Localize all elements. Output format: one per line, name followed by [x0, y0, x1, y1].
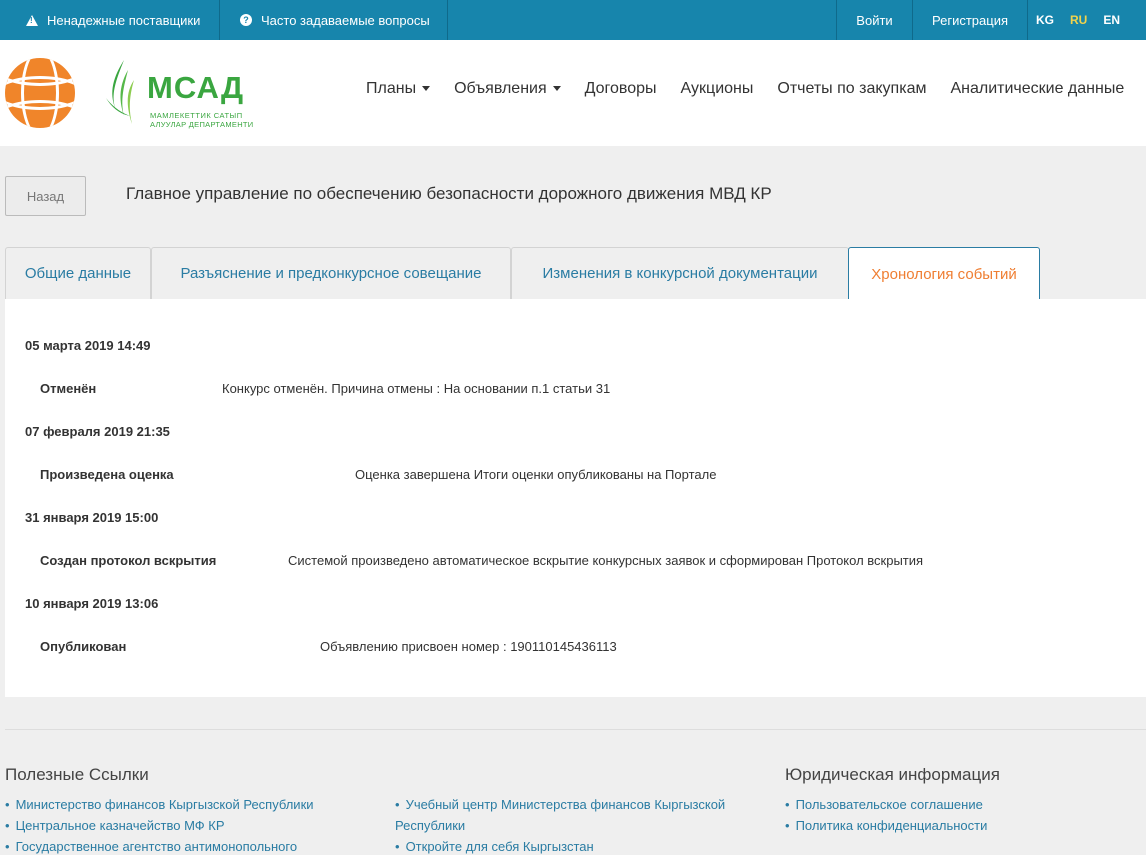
nav-analytics[interactable]: Аналитические данные — [950, 80, 1125, 97]
event-status: Отменён — [40, 381, 97, 396]
main-nav — [366, 80, 1124, 98]
lang-ru[interactable]: RU — [1070, 13, 1088, 27]
page-title: Главное управление по обеспечению безопасности дорожного движения МВД КР — [126, 184, 772, 203]
back-button[interactable]: Назад — [5, 176, 86, 216]
event-chronology-panel — [5, 299, 1146, 697]
link-label: Откройте для себя Кыргызстан — [405, 839, 594, 854]
event-status: Произведена оценка — [40, 467, 174, 482]
footer-link-training-center-cont[interactable]: Республики — [395, 818, 466, 833]
language-switcher — [1036, 0, 1120, 40]
bullet-icon: • — [5, 818, 10, 833]
warning-icon — [26, 15, 38, 26]
footer-divider — [5, 729, 1146, 730]
link-label: Министерство финансов Кыргызской Республики — [15, 797, 314, 812]
footer-link-discover-kyrgyzstan[interactable] — [395, 839, 594, 854]
event-status: Создан протокол вскрытия — [40, 553, 217, 568]
bullet-icon: • — [785, 797, 790, 812]
tab-label: Хронология событий — [871, 265, 1017, 283]
bullet-icon: • — [395, 797, 400, 812]
unreliable-suppliers-label: Ненадежные поставщики — [47, 12, 201, 28]
brand-subtitle-line2: АЛУУЛАР ДЕПАРТАМЕНТИ — [150, 120, 254, 129]
legal-info-title: Юридическая информация — [785, 765, 1000, 784]
nav-contracts[interactable]: Договоры — [584, 80, 657, 97]
footer-link-training-center[interactable] — [395, 797, 725, 812]
tab-label: Изменения в конкурсной документации — [542, 265, 818, 282]
nav-announcements[interactable]: Объявления — [454, 80, 561, 98]
faq-link[interactable] — [220, 0, 448, 40]
brand-name[interactable]: МСАД — [147, 70, 245, 105]
nav-plans[interactable]: Планы — [366, 80, 430, 98]
event-description: Объявлению присвоен номер : 190110145436113 — [320, 639, 617, 654]
tab-label: Общие данные — [24, 265, 132, 282]
brand-subtitle-line1: МАМЛЕКЕТТИК САТЫП — [150, 111, 243, 120]
footer-link-privacy-policy[interactable] — [785, 818, 987, 833]
unreliable-suppliers-link[interactable] — [0, 0, 220, 40]
login-label: Войти — [856, 12, 893, 28]
link-label: Центральное казначейство МФ КР — [15, 818, 225, 833]
footer-link-minfin[interactable] — [5, 797, 314, 812]
event-status: Опубликован — [40, 639, 127, 654]
useful-links-title: Полезные Ссылки — [5, 765, 149, 784]
event-description: Системой произведено автоматическое вскрытие конкурсных заявок и сформирован Протокол вскрытия — [288, 553, 924, 568]
msad-logo-icon — [104, 58, 140, 130]
event-description: Оценка завершена Итоги оценки опубликованы на Портале — [355, 467, 717, 482]
top-bar — [0, 0, 1146, 40]
nav-procurement-reports[interactable]: Отчеты по закупкам — [777, 80, 927, 97]
tab-document-changes[interactable] — [511, 247, 849, 299]
link-label: Пользовательское соглашение — [795, 797, 983, 812]
event-date: 07 февраля 2019 21:35 — [25, 424, 170, 439]
event-date: 05 марта 2019 14:49 — [25, 338, 151, 353]
link-label: Политика конфиденциальности — [795, 818, 988, 833]
bullet-icon: • — [5, 797, 10, 812]
login-link[interactable] — [836, 0, 913, 40]
event-date: 10 января 2019 13:06 — [25, 596, 159, 611]
event-description: Конкурс отменён. Причина отмены : На основании п.1 статьи 31 — [222, 381, 611, 396]
event-date: 31 января 2019 15:00 — [25, 510, 159, 525]
footer-link-treasury[interactable] — [5, 818, 225, 833]
nav-auctions[interactable]: Аукционы — [680, 80, 754, 97]
bullet-icon: • — [395, 839, 400, 854]
lang-en[interactable]: EN — [1103, 13, 1121, 27]
tab-general-data[interactable] — [5, 247, 151, 299]
tab-event-chronology[interactable] — [848, 247, 1040, 300]
site-header — [0, 40, 1146, 146]
lang-kg[interactable]: KG — [1036, 13, 1054, 27]
tab-label: Разъяснение и предконкурсное совещание — [180, 265, 482, 282]
register-link[interactable] — [913, 0, 1028, 40]
link-label: Государственное агентство антимонопольного — [15, 839, 298, 854]
faq-label: Часто задаваемые вопросы — [261, 12, 430, 28]
footer-link-antimonopoly[interactable] — [5, 839, 297, 854]
question-icon: ? — [240, 14, 252, 26]
bullet-icon: • — [785, 818, 790, 833]
tab-clarifications[interactable] — [151, 247, 511, 299]
footer-link-user-agreement[interactable] — [785, 797, 983, 812]
link-label: Учебный центр Министерства финансов Кыргызской — [405, 797, 726, 812]
register-label: Регистрация — [932, 12, 1008, 28]
globe-logo[interactable] — [5, 58, 75, 128]
bullet-icon: • — [5, 839, 10, 854]
